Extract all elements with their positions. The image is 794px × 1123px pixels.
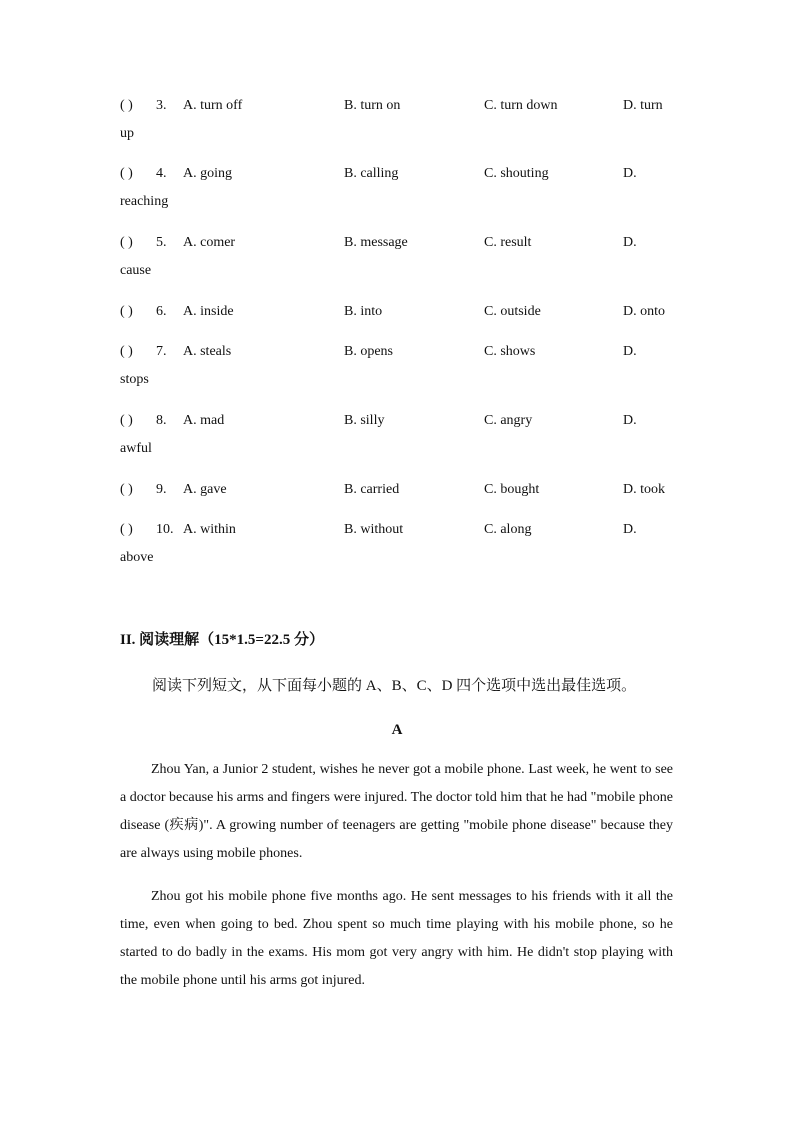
- option-d-wrap: stops: [120, 372, 149, 387]
- option-d-wrap: awful: [120, 441, 152, 456]
- option-b: B. silly: [344, 413, 385, 428]
- option-a: A. going: [183, 166, 232, 181]
- question-8: [120, 407, 680, 463]
- option-b: B. without: [344, 522, 404, 537]
- option-c: C. bought: [484, 482, 540, 497]
- answer-blank: ( ): [120, 235, 133, 250]
- question-line: [120, 516, 680, 544]
- question-line: [120, 476, 680, 504]
- option-d-wrap: cause: [120, 263, 152, 278]
- answer-blank: ( ): [120, 166, 133, 181]
- option-c: C. result: [484, 235, 532, 250]
- option-a: A. mad: [183, 413, 225, 428]
- option-c: C. shouting: [484, 166, 549, 181]
- question-line: [120, 160, 680, 188]
- answer-blank: ( ): [120, 522, 133, 537]
- option-a: A. gave: [183, 482, 227, 497]
- option-d: D. took: [623, 482, 665, 497]
- option-d: D.: [623, 166, 637, 181]
- passage-paragraph: Zhou Yan, a Junior 2 student, wishes he never got a mobile phone. Last week, he went to see a doctor because his arms and fingers were injured. The doctor told him that he had "mobile phone disease (疾病)". A growing number of teenagers are getting "mobile phone disease" because they are always using mobile phones.: [120, 762, 673, 861]
- option-b: B. message: [344, 235, 408, 250]
- section-title: II. 阅读理解（15*1.5=22.5 分）: [120, 632, 324, 648]
- question-line: [120, 298, 680, 326]
- question-4: [120, 160, 680, 216]
- option-a: A. inside: [183, 304, 234, 319]
- option-b: B. into: [344, 304, 383, 319]
- question-line: [120, 338, 680, 366]
- option-d: D. onto: [623, 304, 665, 319]
- option-d: D. turn: [623, 98, 663, 113]
- question-number: 10.: [156, 522, 174, 537]
- option-a: A. within: [183, 522, 236, 537]
- question-number: 7.: [156, 344, 167, 359]
- question-number: 5.: [156, 235, 167, 250]
- question-7: [120, 338, 680, 394]
- question-10: [120, 516, 680, 572]
- question-5: [120, 229, 680, 285]
- question-3: [120, 92, 680, 148]
- option-c: C. outside: [484, 304, 541, 319]
- answer-blank: ( ): [120, 344, 133, 359]
- option-c: C. angry: [484, 413, 533, 428]
- option-c: C. shows: [484, 344, 536, 359]
- question-line: [120, 407, 680, 435]
- option-a: A. comer: [183, 235, 236, 250]
- answer-blank: ( ): [120, 482, 133, 497]
- question-number: 8.: [156, 413, 167, 428]
- option-b: B. calling: [344, 166, 399, 181]
- option-a: A. steals: [183, 344, 232, 359]
- question-line: [120, 229, 680, 257]
- option-b: B. carried: [344, 482, 400, 497]
- question-9: [120, 476, 680, 504]
- option-a: A. turn off: [183, 98, 243, 113]
- option-b: B. turn on: [344, 98, 401, 113]
- question-number: 3.: [156, 98, 167, 113]
- question-number: 6.: [156, 304, 167, 319]
- option-d-wrap: above: [120, 550, 154, 565]
- question-number: 9.: [156, 482, 167, 497]
- question-number: 4.: [156, 166, 167, 181]
- option-b: B. opens: [344, 344, 393, 359]
- option-d: D.: [623, 344, 637, 359]
- section-instruction: 阅读下列短文，从下面每小题的 A、B、C、D 四个选项中选出最佳选项。: [152, 678, 637, 694]
- answer-blank: ( ): [120, 98, 133, 113]
- answer-blank: ( ): [120, 413, 133, 428]
- question-line: [120, 92, 680, 120]
- option-d: D.: [623, 413, 637, 428]
- option-d: D.: [623, 522, 637, 537]
- passage-paragraph: Zhou got his mobile phone five months ago. He sent messages to his friends with it all the time, even when going to bed. Zhou spent so much time playing with his mobile phone, so he started to do badly in the exams. His mom got very angry with him. He didn't stop playing with the mobile phone until his arms got injured.: [120, 889, 673, 988]
- question-6: [120, 298, 680, 326]
- answer-blank: ( ): [120, 304, 133, 319]
- option-d: D.: [623, 235, 637, 250]
- option-d-wrap: reaching: [120, 194, 169, 209]
- option-c: C. along: [484, 522, 532, 537]
- option-c: C. turn down: [484, 98, 558, 113]
- option-d-wrap: up: [120, 126, 134, 141]
- passage-label: A: [391, 722, 403, 738]
